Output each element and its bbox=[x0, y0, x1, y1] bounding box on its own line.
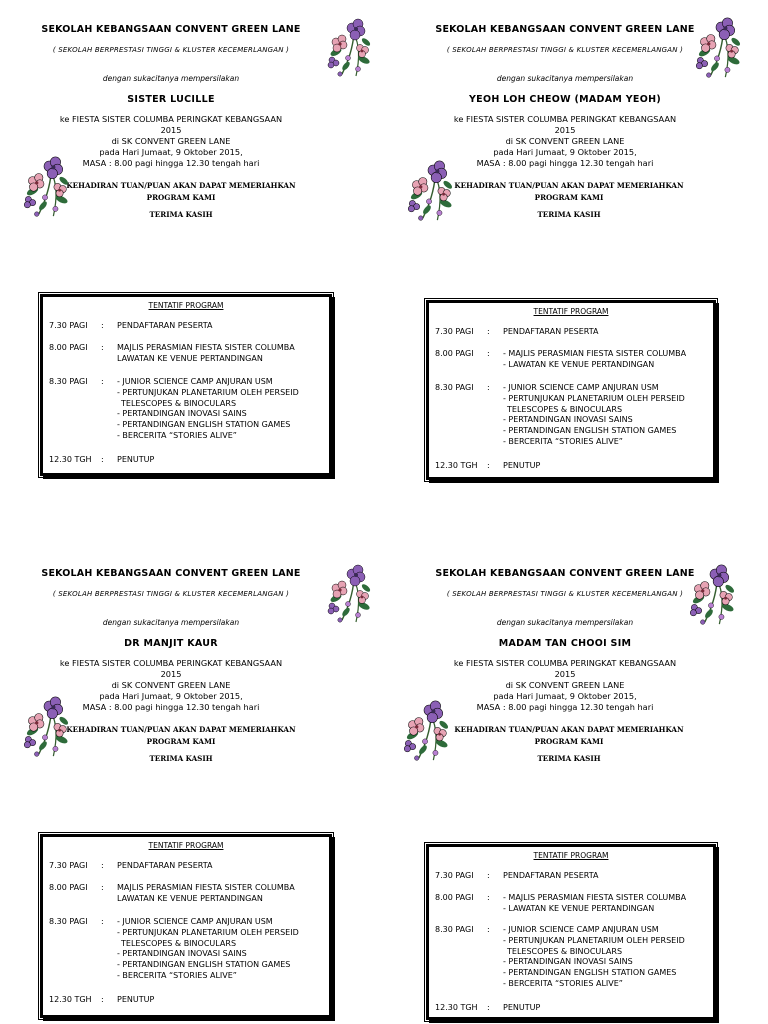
program-item: - PERTANDINGAN INOVASI SAINS bbox=[117, 949, 247, 959]
program-time: 8.30 PAGI bbox=[435, 925, 474, 934]
flower-decoration-icon bbox=[322, 560, 372, 626]
program-colon: : bbox=[101, 455, 104, 464]
program-title: TENTATIF PROGRAM bbox=[533, 307, 609, 316]
attend-line: KEHADIRAN TUAN/PUAN AKAN DAPAT MEMERIAHKAN bbox=[66, 181, 296, 190]
program-time: 8.00 PAGI bbox=[435, 893, 474, 902]
program-item: PENUTUP bbox=[503, 1003, 541, 1012]
flower-decoration-icon bbox=[398, 694, 450, 766]
program-item: - MAJLIS PERASMIAN FIESTA SISTER COLUMBA bbox=[503, 349, 687, 358]
program-colon: : bbox=[101, 917, 104, 926]
tagline: ( SEKOLAH BERPRESTASI TINGGI & KLUSTER KECEMERLANGAN ) bbox=[52, 46, 290, 54]
program-item: - PERTANDINGAN ENGLISH STATION GAMES bbox=[503, 968, 677, 978]
program-box bbox=[40, 294, 332, 476]
program-time: 8.00 PAGI bbox=[49, 343, 88, 352]
thank-you: TERIMA KASIH bbox=[537, 754, 601, 763]
flower-decoration-icon bbox=[322, 14, 372, 80]
flower-decoration-icon bbox=[18, 690, 70, 762]
program-title: TENTATIF PROGRAM bbox=[148, 841, 224, 850]
program-item: PENUTUP bbox=[117, 455, 155, 464]
event-line: di SK CONVENT GREEN LANE bbox=[505, 136, 625, 146]
program-item: - PERTANDINGAN ENGLISH STATION GAMES bbox=[503, 426, 677, 436]
event-line: MASA : 8.00 pagi hingga 12.30 tengah hari bbox=[82, 158, 260, 168]
program-colon: : bbox=[487, 349, 490, 358]
flower-decoration-icon bbox=[684, 558, 736, 630]
program-item: - PERTANDINGAN ENGLISH STATION GAMES bbox=[117, 960, 291, 970]
program-item: - JUNIOR SCIENCE CAMP ANJURAN USM bbox=[503, 383, 659, 392]
program-title: TENTATIF PROGRAM bbox=[148, 301, 224, 310]
event-line: pada Hari Jumaat, 9 Oktober 2015, bbox=[99, 691, 243, 701]
thank-you: TERIMA KASIH bbox=[149, 210, 213, 219]
guest-name: DR MANJIT KAUR bbox=[124, 638, 218, 649]
school-name: SEKOLAH KEBANGSAAN CONVENT GREEN LANE bbox=[41, 568, 301, 579]
program-item: - PERTUNJUKAN PLANETARIUM OLEH PERSEID bbox=[503, 935, 685, 945]
invitation-card-2 bbox=[384, 0, 768, 512]
program-time: 12.30 TGH bbox=[435, 461, 478, 470]
program-colon: : bbox=[487, 893, 490, 902]
event-line: MASA : 8.00 pagi hingga 12.30 tengah hari bbox=[82, 702, 260, 712]
program-colon: : bbox=[101, 343, 104, 352]
tagline: ( SEKOLAH BERPRESTASI TINGGI & KLUSTER KECEMERLANGAN ) bbox=[446, 46, 684, 54]
program-time: 7.30 PAGI bbox=[435, 871, 474, 880]
program-item: - PERTUNJUKAN PLANETARIUM OLEH PERSEID bbox=[117, 387, 299, 397]
program-item: - MAJLIS PERASMIAN FIESTA SISTER COLUMBA bbox=[503, 893, 687, 902]
program-item: PENDAFTARAN PESERTA bbox=[503, 871, 599, 880]
event-line: pada Hari Jumaat, 9 Oktober 2015, bbox=[493, 147, 637, 157]
program-time: 8.30 PAGI bbox=[49, 377, 88, 386]
program-item: - JUNIOR SCIENCE CAMP ANJURAN USM bbox=[117, 917, 273, 926]
invite-text: dengan sukacitanya mempersilakan bbox=[102, 74, 240, 83]
program-item: - PERTUNJUKAN PLANETARIUM OLEH PERSEID bbox=[503, 393, 685, 403]
program-time: 7.30 PAGI bbox=[49, 321, 88, 330]
school-name: SEKOLAH KEBANGSAAN CONVENT GREEN LANE bbox=[435, 568, 695, 579]
program-item: - PERTANDINGAN INOVASI SAINS bbox=[117, 409, 247, 419]
invitation-card-4 bbox=[384, 544, 768, 1024]
invitation-card-1 bbox=[0, 0, 384, 512]
guest-name: SISTER LUCILLE bbox=[127, 94, 215, 105]
program-item: PENUTUP bbox=[117, 995, 155, 1004]
program-item: TELESCOPES & BINOCULARS bbox=[507, 404, 623, 414]
attend-line: PROGRAM KAMI bbox=[534, 737, 604, 746]
flower-decoration-icon bbox=[690, 12, 742, 82]
school-name: SEKOLAH KEBANGSAAN CONVENT GREEN LANE bbox=[41, 24, 301, 35]
program-colon: : bbox=[101, 377, 104, 386]
program-box bbox=[40, 834, 332, 1018]
invitation-card-3 bbox=[0, 544, 384, 1024]
attend-line: PROGRAM KAMI bbox=[146, 737, 216, 746]
program-item: - LAWATAN KE VENUE PERTANDINGAN bbox=[503, 903, 655, 913]
program-time: 7.30 PAGI bbox=[435, 327, 474, 336]
program-item: - PERTANDINGAN ENGLISH STATION GAMES bbox=[117, 420, 291, 430]
program-item: MAJLIS PERASMIAN FIESTA SISTER COLUMBA bbox=[117, 343, 295, 352]
program-time: 12.30 TGH bbox=[49, 995, 92, 1004]
program-item: - PERTANDINGAN INOVASI SAINS bbox=[503, 957, 633, 967]
event-line: MASA : 8.00 pagi hingga 12.30 tengah hari bbox=[476, 158, 654, 168]
program-item: PENDAFTARAN PESERTA bbox=[117, 861, 213, 870]
program-colon: : bbox=[101, 321, 104, 330]
event-line: 2015 bbox=[160, 669, 182, 679]
program-item: - BERCERITA “STORIES ALIVE” bbox=[503, 978, 623, 988]
program-item: - BERCERITA “STORIES ALIVE” bbox=[503, 436, 623, 446]
program-colon: : bbox=[487, 383, 490, 392]
tagline: ( SEKOLAH BERPRESTASI TINGGI & KLUSTER KECEMERLANGAN ) bbox=[446, 590, 684, 598]
attend-line: PROGRAM KAMI bbox=[534, 193, 604, 202]
program-time: 7.30 PAGI bbox=[49, 861, 88, 870]
invite-text: dengan sukacitanya mempersilakan bbox=[102, 618, 240, 627]
guest-name: YEOH LOH CHEOW (MADAM YEOH) bbox=[468, 94, 661, 105]
event-line: di SK CONVENT GREEN LANE bbox=[505, 680, 625, 690]
guest-name: MADAM TAN CHOOI SIM bbox=[498, 638, 632, 649]
program-item: MAJLIS PERASMIAN FIESTA SISTER COLUMBA bbox=[117, 883, 295, 892]
program-colon: : bbox=[487, 461, 490, 470]
event-line: di SK CONVENT GREEN LANE bbox=[111, 680, 231, 690]
program-item: - PERTANDINGAN INOVASI SAINS bbox=[503, 415, 633, 425]
program-time: 8.30 PAGI bbox=[435, 383, 474, 392]
program-colon: : bbox=[101, 883, 104, 892]
invite-text: dengan sukacitanya mempersilakan bbox=[496, 74, 634, 83]
program-colon: : bbox=[487, 1003, 490, 1012]
event-line: 2015 bbox=[160, 125, 182, 135]
program-box bbox=[426, 300, 716, 480]
program-item: PENDAFTARAN PESERTA bbox=[503, 327, 599, 336]
event-line: ke FIESTA SISTER COLUMBA PERINGKAT KEBANGSAAN bbox=[59, 114, 283, 124]
program-box bbox=[426, 844, 716, 1020]
program-colon: : bbox=[101, 995, 104, 1004]
school-name: SEKOLAH KEBANGSAAN CONVENT GREEN LANE bbox=[435, 24, 695, 35]
event-line: MASA : 8.00 pagi hingga 12.30 tengah hari bbox=[476, 702, 654, 712]
tagline: ( SEKOLAH BERPRESTASI TINGGI & KLUSTER KECEMERLANGAN ) bbox=[52, 590, 290, 598]
event-line: pada Hari Jumaat, 9 Oktober 2015, bbox=[493, 691, 637, 701]
program-item: - JUNIOR SCIENCE CAMP ANJURAN USM bbox=[503, 925, 659, 934]
event-line: ke FIESTA SISTER COLUMBA PERINGKAT KEBANGSAAN bbox=[453, 658, 677, 668]
program-item: TELESCOPES & BINOCULARS bbox=[121, 398, 237, 408]
program-time: 8.00 PAGI bbox=[435, 349, 474, 358]
thank-you: TERIMA KASIH bbox=[537, 210, 601, 219]
attend-line: PROGRAM KAMI bbox=[146, 193, 216, 202]
attend-line: KEHADIRAN TUAN/PUAN AKAN DAPAT MEMERIAHKAN bbox=[454, 181, 684, 190]
attend-line: KEHADIRAN TUAN/PUAN AKAN DAPAT MEMERIAHKAN bbox=[66, 725, 296, 734]
event-line: pada Hari Jumaat, 9 Oktober 2015, bbox=[99, 147, 243, 157]
program-item: LAWATAN KE VENUE PERTANDINGAN bbox=[117, 353, 263, 363]
program-item: - JUNIOR SCIENCE CAMP ANJURAN USM bbox=[117, 377, 273, 386]
event-line: 2015 bbox=[554, 125, 576, 135]
program-item: LAWATAN KE VENUE PERTANDINGAN bbox=[117, 893, 263, 903]
program-colon: : bbox=[487, 925, 490, 934]
event-line: di SK CONVENT GREEN LANE bbox=[111, 136, 231, 146]
program-time: 8.30 PAGI bbox=[49, 917, 88, 926]
program-time: 12.30 TGH bbox=[49, 455, 92, 464]
event-line: 2015 bbox=[554, 669, 576, 679]
program-colon: : bbox=[487, 871, 490, 880]
thank-you: TERIMA KASIH bbox=[149, 754, 213, 763]
program-item: - BERCERITA “STORIES ALIVE” bbox=[117, 430, 237, 440]
flower-decoration-icon bbox=[402, 154, 454, 226]
program-title: TENTATIF PROGRAM bbox=[533, 851, 609, 860]
program-item: - BERCERITA “STORIES ALIVE” bbox=[117, 970, 237, 980]
attendance-note bbox=[404, 724, 734, 748]
program-time: 12.30 TGH bbox=[435, 1003, 478, 1012]
flower-decoration-icon bbox=[18, 150, 70, 222]
program-colon: : bbox=[487, 327, 490, 336]
program-colon: : bbox=[101, 861, 104, 870]
program-item: TELESCOPES & BINOCULARS bbox=[507, 946, 623, 956]
program-item: - LAWATAN KE VENUE PERTANDINGAN bbox=[503, 359, 655, 369]
program-item: PENDAFTARAN PESERTA bbox=[117, 321, 213, 330]
invite-text: dengan sukacitanya mempersilakan bbox=[496, 618, 634, 627]
event-line: ke FIESTA SISTER COLUMBA PERINGKAT KEBANGSAAN bbox=[59, 658, 283, 668]
program-item: TELESCOPES & BINOCULARS bbox=[121, 938, 237, 948]
attend-line: KEHADIRAN TUAN/PUAN AKAN DAPAT MEMERIAHKAN bbox=[454, 725, 684, 734]
program-time: 8.00 PAGI bbox=[49, 883, 88, 892]
program-item: - PERTUNJUKAN PLANETARIUM OLEH PERSEID bbox=[117, 927, 299, 937]
event-line: ke FIESTA SISTER COLUMBA PERINGKAT KEBANGSAAN bbox=[453, 114, 677, 124]
program-item: PENUTUP bbox=[503, 461, 541, 470]
